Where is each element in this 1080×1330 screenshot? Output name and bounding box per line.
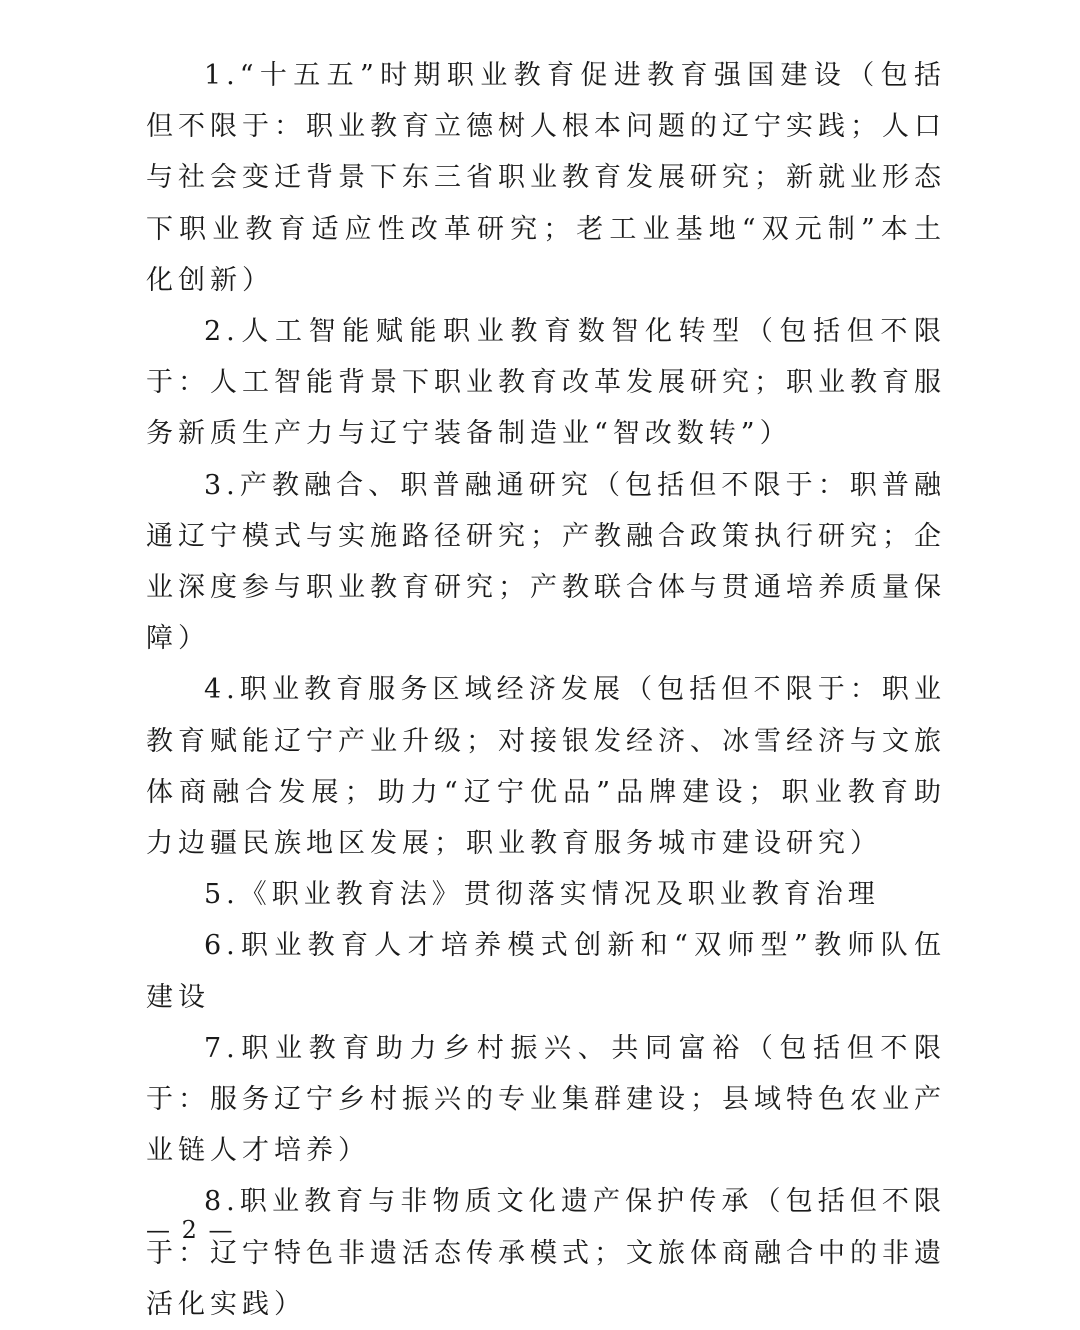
research-topic-1: 1.“十五五”时期职业教育促进教育强国建设（包括但不限于：职业教育立德树人根本问题的辽宁实践；人口与社会变迁背景下东三省职业教育发展研究；新就业形态下职业教育适应性改革研究；老工业基地“双元制”本土化创新）: [146, 60, 946, 296]
research-topic-2: 2.人工智能赋能职业教育数智化转型（包括但不限于：人工智能背景下职业教育改革发展研究；职业教育服务新质生产力与辽宁装备制造业“智改数转”）: [146, 316, 946, 450]
research-topic-4: 4.职业教育服务区域经济发展（包括但不限于：职业教育赋能辽宁产业升级；对接银发经济、冰雪经济与文旅体商融合发展；助力“辽宁优品”品牌建设；职业教育助力边疆民族地区发展；职业教育服务城市建设研究）: [146, 674, 946, 860]
research-topic-7: 7.职业教育助力乡村振兴、共同富裕（包括但不限于：服务辽宁乡村振兴的专业集群建设；县域特色农业产业链人才培养）: [146, 1032, 946, 1167]
research-topic-3: 3.产教融合、职普融通研究（包括但不限于：职普融通辽宁模式与实施路径研究；产教融合政策执行研究；企业深度参与职业教育研究；产教联合体与贯通培养质量保障）: [146, 469, 946, 655]
research-topic-8: 8.职业教育与非物质文化遗产保护传承（包括但不限于：辽宁特色非遗活态传承模式；文旅体商融合中的非遗活化实践）: [146, 1186, 946, 1320]
page-number: — 2 —: [146, 1216, 235, 1244]
research-topic-5: 5.《职业教育法》贯彻落实情况及职业教育治理: [204, 879, 880, 911]
research-topic-6: 6.职业教育人才培养模式创新和“双师型”教师队伍建设: [146, 930, 946, 1013]
document-body: [146, 50, 946, 1330]
